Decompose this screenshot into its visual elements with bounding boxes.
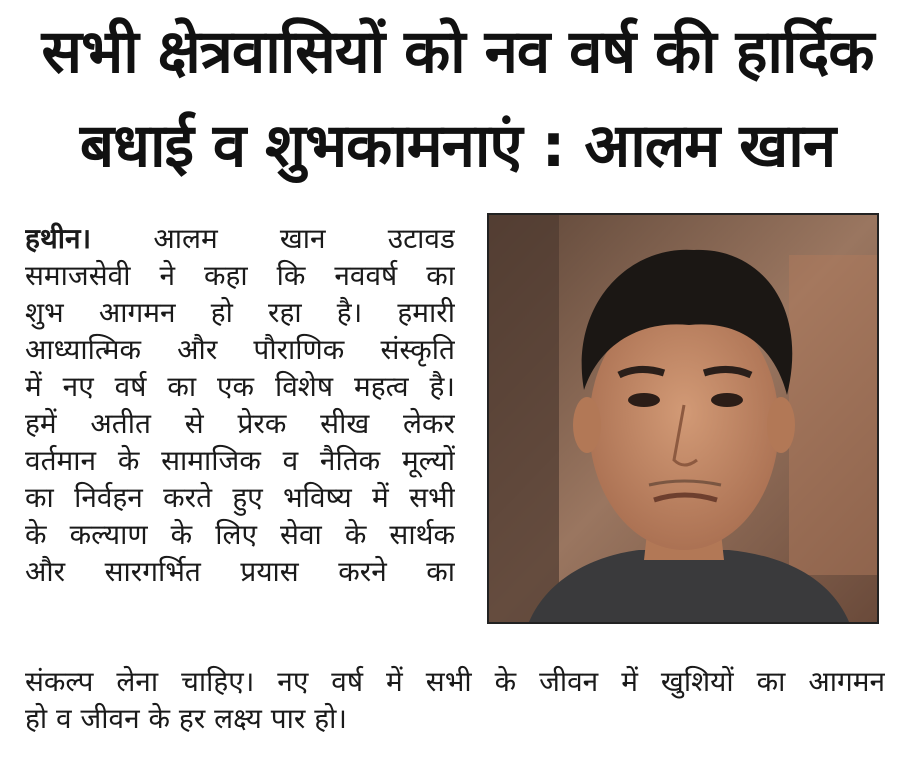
article-body-column <box>25 220 455 590</box>
article-line: और सारगर्भित प्रयास करने का <box>25 555 455 588</box>
article-line: आध्यात्मिक और पौराणिक संस्कृति <box>25 333 455 366</box>
article-body-full-width <box>25 663 885 737</box>
right-eye-shape <box>711 393 743 407</box>
left-ear-shape <box>573 397 601 453</box>
article-line: का निर्वहन करते हुए भविष्य में सभी <box>25 481 455 514</box>
article-line: हमें अतीत से प्रेरक सीख लेकर <box>25 407 455 440</box>
left-eye-shape <box>628 393 660 407</box>
photo-background-left-shade <box>489 215 559 622</box>
article-line: शुभ आगमन हो रहा है। हमारी <box>25 296 455 329</box>
article-line-text: आलम खान उटावड <box>153 222 455 255</box>
headline-line-1: सभी क्षेत्रवासियों को नव वर्ष की हार्दिक <box>41 17 874 87</box>
article-line: के कल्याण के लिए सेवा के सार्थक <box>25 518 455 551</box>
headline-line-2: बधाई व शुभकामनाएं : आलम खान <box>79 111 836 181</box>
article-line: वर्तमान के सामाजिक व नैतिक मूल्यों <box>25 444 455 477</box>
dateline: हथीन। <box>25 222 92 255</box>
right-ear-shape <box>767 397 795 453</box>
article-line <box>25 220 455 257</box>
photo-background-right-shade <box>789 255 877 575</box>
portrait-photo <box>487 213 879 624</box>
article-line: समाजसेवी ने कहा कि नववर्ष का <box>25 259 455 292</box>
article-line: संकल्प लेना चाहिए। नए वर्ष में सभी के जीवन में खुशियों का आगमन <box>25 665 885 698</box>
article-line: में नए वर्ष का एक विशेष महत्व है। <box>25 370 455 403</box>
article-line: हो व जीवन के हर लक्ष्य पार हो। <box>25 702 347 735</box>
portrait-illustration <box>489 215 877 622</box>
